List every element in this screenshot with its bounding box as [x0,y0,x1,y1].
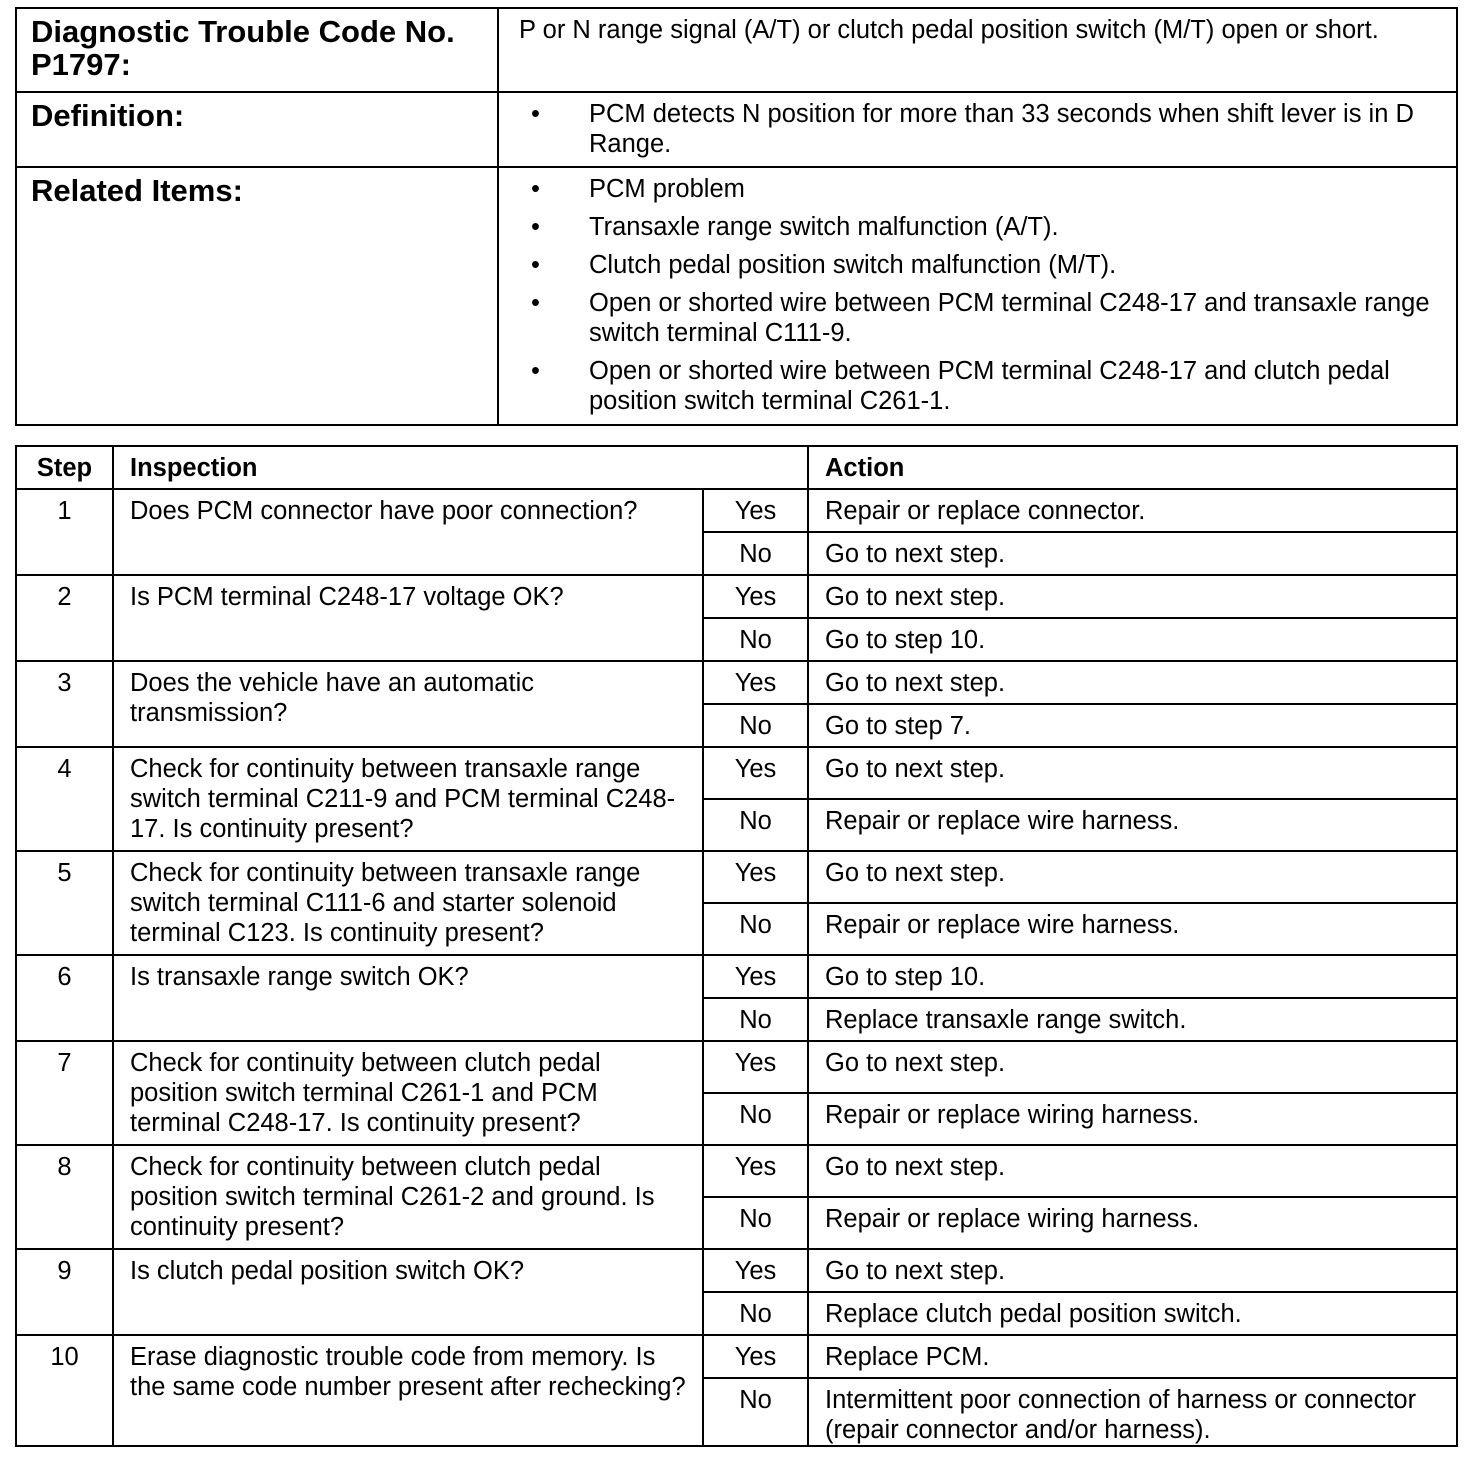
related-item [519,174,1448,204]
step-number: 4 [16,747,113,851]
no-label: No [703,903,808,955]
related-items-list [498,167,1457,425]
yes-label: Yes [703,955,808,998]
step-number: 10 [16,1335,113,1446]
no-label: No [703,1292,808,1335]
table-row [16,575,1457,618]
step-number: 5 [16,851,113,955]
no-action: Go to step 7. [808,704,1457,747]
yes-action: Go to next step. [808,851,1457,903]
definition-item-text: PCM detects N position for more than 33 seconds when shift lever is in D Range. [589,100,1414,158]
inspection-header: Inspection [113,446,808,489]
yes-label: Yes [703,1041,808,1093]
yes-action: Repair or replace connector. [808,489,1457,532]
related-item [519,212,1448,242]
related-item [519,288,1448,348]
definition-list [498,92,1457,167]
no-action: Repair or replace wire harness. [808,903,1457,955]
yes-label: Yes [703,1249,808,1292]
action-header: Action [808,446,1457,489]
no-label: No [703,998,808,1041]
inspection-text: Erase diagnostic trouble code from memory. Is the same code number present after rechecking? [113,1335,703,1446]
code-description: P or N range signal (A/T) or clutch pedal position switch (M/T) open or short. [498,8,1457,92]
steps-body [16,489,1457,1446]
table-row [16,489,1457,532]
inspection-text: Is PCM terminal C248-17 voltage OK? [113,575,703,661]
bullet-icon: • [531,175,540,203]
bullet-icon: • [531,251,540,279]
no-label: No [703,1093,808,1145]
no-label: No [703,799,808,851]
no-label: No [703,1197,808,1249]
step-number: 3 [16,661,113,747]
yes-action: Go to step 10. [808,955,1457,998]
table-row [16,747,1457,799]
related-item [519,250,1448,280]
inspection-text: Check for continuity between clutch pedal position switch terminal C261-1 and PCM terminal C248-17. Is continuity present? [113,1041,703,1145]
table-row [16,851,1457,903]
no-action: Go to next step. [808,532,1457,575]
related-item-text: PCM problem [589,175,745,203]
no-label: No [703,704,808,747]
bullet-icon: • [531,213,540,241]
inspection-text: Does PCM connector have poor connection? [113,489,703,575]
table-row [16,955,1457,998]
code-label: Diagnostic Trouble Code No. P1797: [16,8,498,92]
inspection-text: Is transaxle range switch OK? [113,955,703,1041]
related-items-row [16,167,1457,425]
bullet-icon: • [531,100,540,128]
no-action: Repair or replace wiring harness. [808,1093,1457,1145]
step-number: 9 [16,1249,113,1335]
related-item [519,356,1448,416]
no-action: Repair or replace wiring harness. [808,1197,1457,1249]
bullet-icon: • [531,357,540,385]
no-action: Replace clutch pedal position switch. [808,1292,1457,1335]
bullet-icon: • [531,289,540,317]
no-label: No [703,1378,808,1446]
no-label: No [703,618,808,661]
step-number: 2 [16,575,113,661]
no-label: No [703,532,808,575]
related-item-text: Transaxle range switch malfunction (A/T). [589,213,1059,241]
related-items-label: Related Items: [16,167,498,425]
related-item-text: Open or shorted wire between PCM terminal C248-17 and clutch pedal position switch terminal C261-1. [589,357,1390,415]
definition-label: Definition: [16,92,498,167]
related-item-text: Clutch pedal position switch malfunction (M/T). [589,251,1117,279]
step-number: 7 [16,1041,113,1145]
no-action: Repair or replace wire harness. [808,799,1457,851]
yes-label: Yes [703,1335,808,1378]
yes-action: Go to next step. [808,575,1457,618]
table-row [16,1041,1457,1093]
related-item-text: Open or shorted wire between PCM terminal C248-17 and transaxle range switch terminal C111-9. [589,289,1430,347]
inspection-text: Does the vehicle have an automatic transmission? [113,661,703,747]
inspection-text: Check for continuity between clutch pedal position switch terminal C261-2 and ground. Is continuity present? [113,1145,703,1249]
troubleshooting-steps-table [15,445,1458,1447]
yes-label: Yes [703,489,808,532]
dtc-definition-table [15,7,1458,426]
inspection-text: Is clutch pedal position switch OK? [113,1249,703,1335]
step-number: 6 [16,955,113,1041]
no-action: Replace transaxle range switch. [808,998,1457,1041]
no-action: Go to step 10. [808,618,1457,661]
code-row [16,8,1457,92]
step-number: 8 [16,1145,113,1249]
yes-label: Yes [703,747,808,799]
yes-action: Replace PCM. [808,1335,1457,1378]
yes-label: Yes [703,851,808,903]
yes-action: Go to next step. [808,661,1457,704]
yes-label: Yes [703,661,808,704]
step-header: Step [16,446,113,489]
yes-action: Go to next step. [808,747,1457,799]
step-number: 1 [16,489,113,575]
inspection-text: Check for continuity between transaxle range switch terminal C211-9 and PCM terminal C248-17. Is continuity present? [113,747,703,851]
no-action: Intermittent poor connection of harness or connector (repair connector and/or harness). [808,1378,1457,1446]
table-row [16,1335,1457,1378]
table-header-row [16,446,1457,489]
yes-action: Go to next step. [808,1249,1457,1292]
yes-label: Yes [703,575,808,618]
definition-row [16,92,1457,167]
yes-action: Go to next step. [808,1145,1457,1197]
table-row [16,1249,1457,1292]
table-row [16,661,1457,704]
table-row [16,1145,1457,1197]
yes-action: Go to next step. [808,1041,1457,1093]
definition-item [519,99,1448,159]
yes-label: Yes [703,1145,808,1197]
inspection-text: Check for continuity between transaxle range switch terminal C111-6 and starter solenoid terminal C123. Is continuity present? [113,851,703,955]
